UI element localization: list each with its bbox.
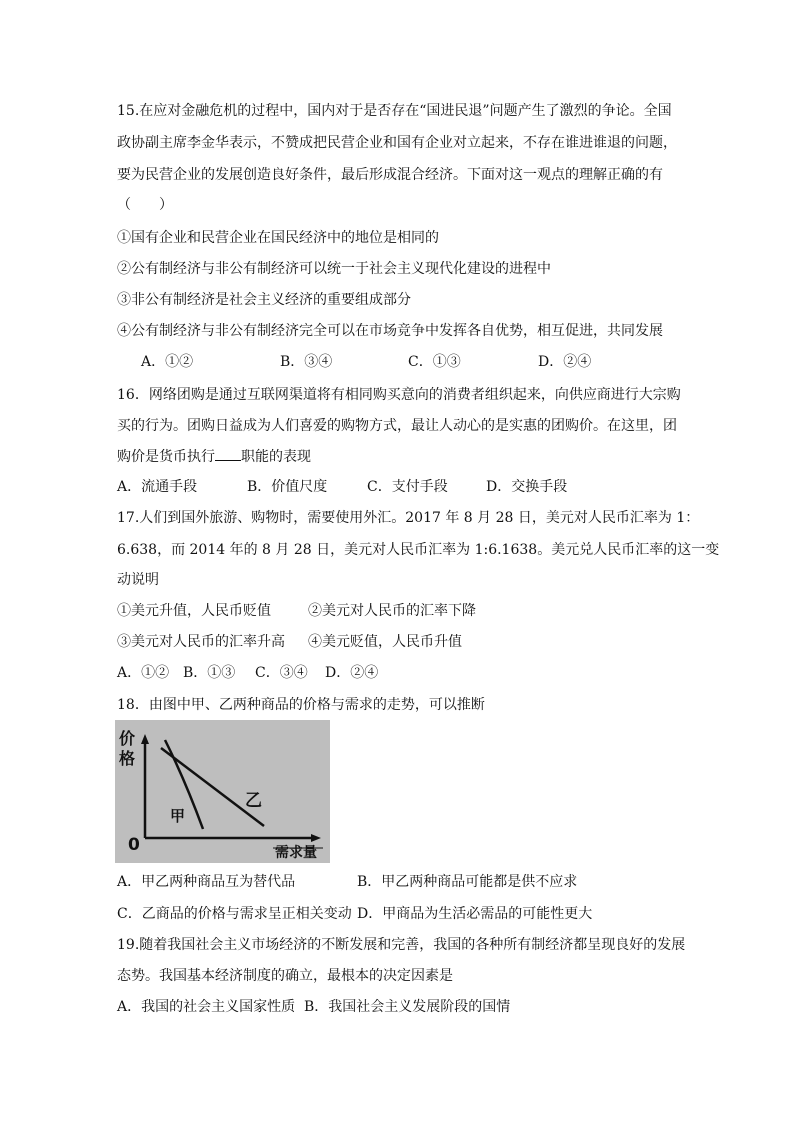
q16-option-b: B．价值尺度 [247, 479, 328, 495]
q17-option-c: C．③④ [255, 665, 308, 681]
q17-option-a: A．①② [117, 665, 170, 681]
price-demand-figure [115, 720, 330, 863]
q16-stem-after-blank: 职能的表现 [241, 449, 311, 465]
q18-option-b: B．甲乙两种商品可能都是供不应求 [357, 874, 578, 890]
q16-stem-line-2: 买的行为。团购日益成为人们喜爱的购物方式，最让人动心的是实惠的团购价。在这里，团 [117, 418, 677, 434]
q18-stem: 18．由图中甲、乙两种商品的价格与需求的走势，可以推断 [117, 697, 485, 713]
q16-option-d: D．交换手段 [486, 479, 568, 495]
q17-option-b: B．①③ [183, 665, 236, 681]
q16-option-c: C．支付手段 [367, 479, 448, 495]
y-axis-label-char-1: 价 [119, 729, 136, 748]
x-axis-label: 需求量 [275, 845, 317, 861]
q15-stem-line-2: 政协副主席李金华表示，不赞成把民营企业和国有企业对立起来，不存在谁进谁退的问题， [117, 135, 677, 151]
q17-option-d: D．②④ [325, 665, 379, 681]
q16-option-a: A．流通手段 [117, 479, 198, 495]
q17-statement-2: ②美元对人民币的汇率下降 [308, 603, 476, 619]
q15-option-a: A．①② [141, 354, 194, 370]
q15-answer-blank: （ ） [117, 197, 173, 213]
q15-stem-line-1: 15.在应对金融危机的过程中，国内对于是否存在“国进民退”问题产生了激烈的争论。全国 [117, 103, 672, 119]
q19-stem-line-2: 态势。我国基本经济制度的确立，最根本的决定因素是 [117, 968, 453, 984]
curve-yi-label: 乙 [245, 791, 262, 811]
q18-option-d: D．甲商品为生活必需品的可能性更大 [357, 906, 593, 922]
q17-statement-1: ①美元升值，人民币贬值 [117, 603, 271, 619]
q15-option-c: C．①③ [408, 354, 461, 370]
price-demand-graph [115, 720, 330, 863]
q17-statement-4: ④美元贬值，人民币升值 [308, 634, 462, 650]
q19-option-a: A．我国的社会主义国家性质 [117, 999, 296, 1015]
curve-jia-label: 甲 [170, 807, 186, 825]
q15-statement-2: ②公有制经济与非公有制经济可以统一于社会主义现代化建设的进程中 [117, 261, 551, 277]
q16-fill-blank [215, 446, 241, 461]
q15-statement-1: ①国有企业和民营企业在国民经济中的地位是相同的 [117, 230, 439, 246]
q17-statement-3: ③美元对人民币的汇率升高 [117, 634, 285, 650]
q18-option-c: C．乙商品的价格与需求呈正相关变动 [117, 906, 352, 922]
origin-label: 0 [128, 835, 140, 855]
q15-stem-line-3: 要为民营企业的发展创造良好条件，最后形成混合经济。下面对这一观点的理解正确的有 [117, 167, 663, 183]
q17-stem-line-3: 动说明 [117, 572, 159, 588]
q16-stem-line-3 [117, 446, 311, 467]
q15-option-b: B．③④ [280, 354, 333, 370]
q16-stem-before-blank: 购价是货币执行 [117, 449, 215, 465]
q19-option-b: B．我国社会主义发展阶段的国情 [304, 999, 511, 1015]
q15-statement-4: ④公有制经济与非公有制经济完全可以在市场竞争中发挥各自优势，相互促进，共同发展 [117, 323, 663, 339]
q15-statement-3: ③非公有制经济是社会主义经济的重要组成部分 [117, 292, 411, 308]
y-axis-label-char-2: 格 [119, 749, 136, 768]
q18-option-a: A．甲乙两种商品互为替代品 [117, 874, 296, 890]
q16-stem-line-1: 16．网络团购是通过互联网渠道将有相同购买意向的消费者组织起来，向供应商进行大宗购 [117, 387, 681, 403]
q19-stem-line-1: 19.随着我国社会主义市场经济的不断发展和完善，我国的各种所有制经济都呈现良好的发展 [117, 937, 686, 953]
q15-option-d: D．②④ [538, 354, 592, 370]
q17-stem-line-1: 17.人们到国外旅游、购物时，需要使用外汇。2017 年 8 月 28 日，美元对人民币汇率为 1： [117, 510, 700, 526]
q17-stem-line-2: 6.638，而 2014 年的 8 月 28 日，美元对人民币汇率为 1:6.1638。美元兑人民币汇率的这一变 [117, 542, 720, 558]
